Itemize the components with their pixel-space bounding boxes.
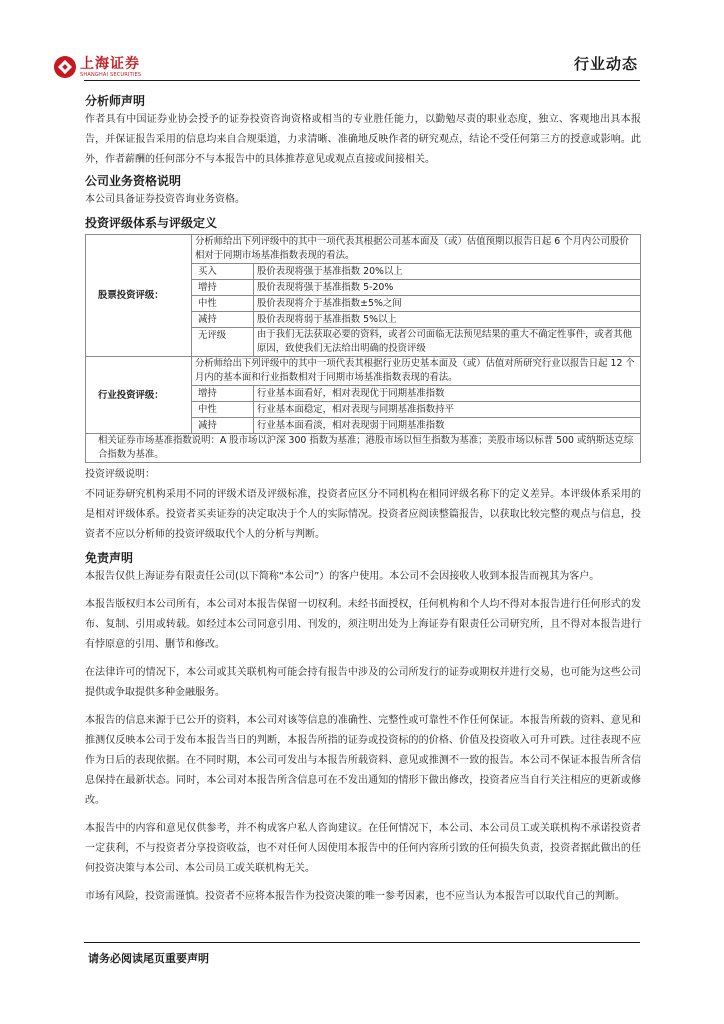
qualification-heading: 公司业务资格说明	[85, 174, 182, 188]
document-type-label: 行业动态	[573, 55, 638, 73]
qualification-body: 本公司具备证券投资咨询业务资格。	[85, 194, 245, 205]
logo-emblem-icon	[54, 56, 76, 78]
rating-note-body: 不同证券研究机构采用不同的评级术语及评级标准，投资者应区分不同机构在相同评级名称下的定义差异。本评级体系采用的是相对评级体系。投资者买卖证券的决定取决于个人的实际情况。投资者应阅读整篇报告，以获取比较完整的观点与信息，投资者不应以分析师的投资评级取代个人的分析与判断。	[85, 489, 641, 540]
table-row	[86, 235, 641, 264]
rating-level-name: 增持	[192, 386, 254, 402]
rating-level-description: 股价表现将弱于基准指数 5%以上	[254, 312, 641, 328]
footer-notice: 请务必阅读尾页重要声明	[88, 952, 209, 965]
footer-divider	[84, 942, 640, 943]
table-row	[86, 434, 641, 463]
industry-rating-label: 行业投资评级：	[86, 357, 192, 434]
rating-note-label: 投资评级说明：	[85, 469, 155, 480]
rating-level-name: 增持	[192, 280, 254, 296]
disclaimer-paragraph: 本报告仅供上海证券有限责任公司(以下简称“本公司”）的客户使用。本公司不会因接收人收到本报告而视其为客户。	[85, 571, 600, 582]
table-row	[86, 357, 641, 386]
disclaimer-paragraph: 本报告版权归本公司所有，本公司对本报告保留一切权利。未经书面授权，任何机构和个人均不得对本报告进行任何形式的发布、复制、引用或转载。如经过本公司同意引用、刊发的，须注明出处为上海证券有限责任公司研究所，且不得对本报告进行有悖原意的引用、删节和修改。	[85, 599, 641, 650]
industry-rating-description: 分析师给出下列评级中的其中一项代表其根据行业历史基本面及（或）估值对所研究行业以报告日起 12 个月内的基本面和行业指数相对于同期市场基准指数表现的看法。	[192, 357, 641, 386]
logo-name-en: SHANGHAI SECURITIES	[80, 71, 142, 78]
header-divider	[84, 80, 640, 81]
benchmark-index-note: 相关证券市场基准指数说明：A 股市场以沪深 300 指数为基准；港股市场以恒生指数为基准；美股市场以标普 500 或纳斯达克综合指数为基准。	[86, 434, 641, 463]
rating-level-description: 行业基本面看好，相对表现优于同期基准指数	[254, 386, 641, 402]
disclaimer-paragraph: 本报告中的内容和意见仅供参考，并不构成客户私人咨询建议。在任何情况下，本公司、本公司员工或关联机构不承诺投资者一定获利，不与投资者分享投资收益，也不对任何人因使用本报告中的任何内容所引致的任何损失负责，投资者据此做出的任何投资决策与本公司、本公司员工或关联机构无关。	[85, 823, 641, 874]
page-header	[0, 0, 724, 84]
page-content	[85, 92, 641, 907]
rating-level-description: 由于我们无法获取必要的资料，或者公司面临无法预见结果的重大不确定性事件，或者其他原因，致使我们无法给出明确的投资评级	[254, 328, 641, 357]
rating-level-name: 中性	[192, 296, 254, 312]
disclaimer-heading: 免责声明	[85, 551, 134, 565]
rating-level-name: 中性	[192, 402, 254, 418]
logo-name-cn: 上海证券	[80, 55, 140, 72]
rating-level-description: 股价表现将强于基准指数 5-20%	[254, 280, 641, 296]
company-logo	[54, 56, 141, 78]
stock-rating-description: 分析师给出下列评级中的其中一项代表其根据公司基本面及（或）估值预期以报告日起 6 个月内公司股价相对于同期市场基准指数表现的看法。	[192, 235, 641, 264]
rating-level-description: 行业基本面看淡，相对表现弱于同期基准指数	[254, 418, 641, 434]
rating-level-description: 股价表现将强于基准指数 20%以上	[254, 264, 641, 280]
rating-level-name: 减持	[192, 312, 254, 328]
rating-definition-table	[85, 234, 641, 463]
rating-system-heading: 投资评级体系与评级定义	[85, 216, 218, 230]
disclaimer-paragraph: 市场有风险，投资需谨慎。投资者不应将本报告作为投资决策的唯一参考因素，也不应当认为本报告可以取代自己的判断。	[85, 891, 625, 902]
rating-level-name: 减持	[192, 418, 254, 434]
rating-level-name: 无评级	[192, 328, 254, 357]
disclaimer-paragraph: 在法律许可的情况下，本公司或其关联机构可能会持有报告中涉及的公司所发行的证券或期权并进行交易，也可能为这些公司提供或争取提供多种金融服务。	[85, 667, 641, 698]
rating-level-name: 买入	[192, 264, 254, 280]
rating-level-description: 股价表现将介于基准指数±5%之间	[254, 296, 641, 312]
analyst-statement-heading: 分析师声明	[85, 94, 146, 108]
disclaimer-paragraph: 本报告的信息来源于已公开的资料，本公司对该等信息的准确性、完整性或可靠性不作任何保证。本报告所载的资料、意见和推测仅反映本公司于发布本报告当日的判断，本报告所指的证券或投资标的的价格、价值及投资收入可升可跌。过往表现不应作为日后的表现依据。在不同时期，本公司可发出与本报告所载资料、意见或推测不一致的报告。本公司不保证本报告所含信息保持在最新状态。同时，本公司对本报告所含信息可在不发出通知的情形下做出修改，投资者应当自行关注相应的更新或修改。	[85, 715, 641, 806]
stock-rating-label: 股票投资评级：	[86, 235, 192, 357]
analyst-statement-body: 作者具有中国证券业协会授予的证券投资咨询资格或相当的专业胜任能力，以勤勉尽责的职业态度，独立、客观地出具本报告，并保证报告采用的信息均来自合规渠道，力求清晰、准确地反映作者的研究观点，结论不受任何第三方的授意或影响。此外，作者薪酬的任何部分不与本报告中的具体推荐意见或观点直接或间接相关。	[85, 114, 641, 165]
rating-level-description: 行业基本面稳定，相对表现与同期基准指数持平	[254, 402, 641, 418]
